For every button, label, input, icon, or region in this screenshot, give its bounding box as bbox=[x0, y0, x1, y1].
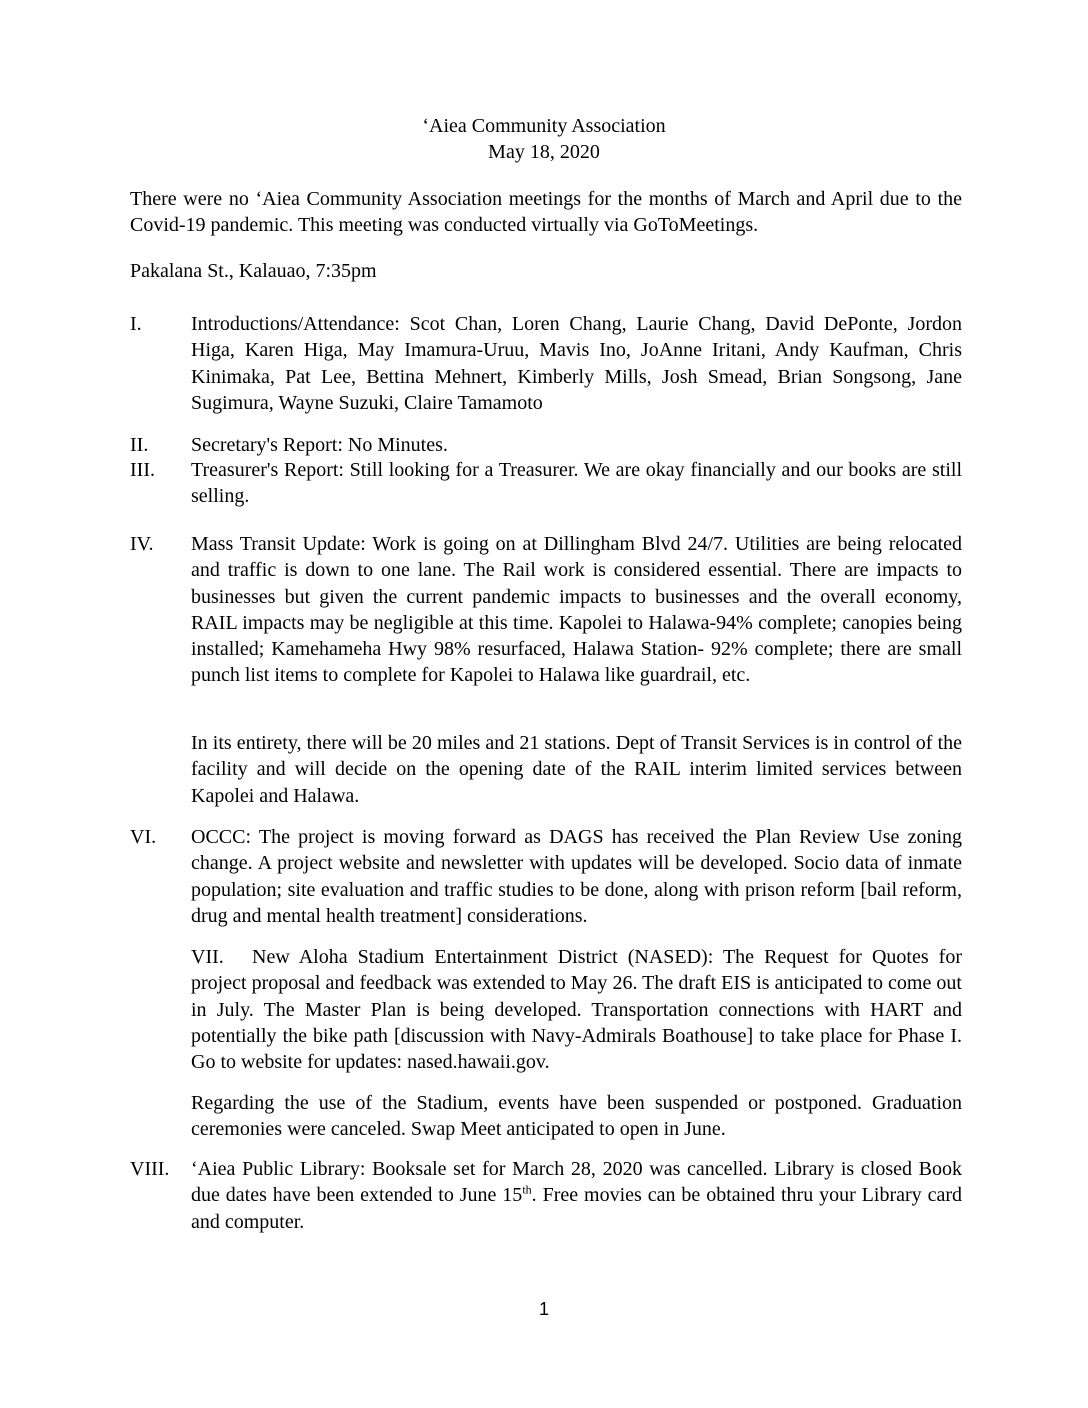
item-text: Secretary's Report: No Minutes. bbox=[191, 434, 448, 456]
page-number: 1 bbox=[538, 1299, 549, 1319]
item-number: III. bbox=[130, 459, 155, 481]
item-number: VI. bbox=[130, 826, 157, 848]
superscript-ordinal: th bbox=[522, 1182, 532, 1197]
item-text: Mass Transit Update: Work is going on at Dillingham Blvd 24/7. Utilities are being relocated and traffic is down to one lane. The Rail work is considered essential. There are impacts to businesses but given the current pandemic impacts to businesses and the overall economy, RAIL impacts may be negligible at this time. Kapolei to Halawa-94% complete; canopies being installed; Kamehameha Hwy 98% resurfaced, Halawa Station- 92% complete; there are small punch list items to complete for Kapolei to Halawa like guardrail, etc. bbox=[191, 533, 962, 687]
meeting-location: Pakalana St., Kalauao, 7:35pm bbox=[130, 260, 377, 282]
item-text: New Aloha Stadium Entertainment District (NASED): The Request for Quotes for project proposal and feedback was extended to May 26. The draft EIS is anticipated to come out in July. The Master Plan is being developed. Transportation connections with HART and potentially the bike path [discussion with Navy-Admirals Boathouse] to take place for Phase I. Go to website for updates: nased.hawaii.gov. bbox=[191, 946, 962, 1074]
item-text: Introductions/Attendance: Scot Chan, Loren Chang, Laurie Chang, David DePonte, Jordon Higa, Karen Higa, May Imamura-Uruu, Mavis Ino, JoAnne Iritani, Andy Kaufman, Chris Kinimaka, Pat Lee, Bettina Mehnert, Kimberly Mills, Josh Smead, Brian Songsong, Jane Sugimura, Wayne Suzuki, Claire Tamamoto bbox=[191, 313, 962, 414]
item-number: VIII. bbox=[130, 1158, 170, 1180]
item-number: II. bbox=[130, 434, 149, 456]
nased-continued: Regarding the use of the Stadium, events have been suspended or postponed. Graduation ceremonies were canceled. Swap Meet anticipated to open in June. bbox=[191, 1092, 962, 1141]
item-text: ‘Aiea Public Library: Booksale set for March 28, 2020 was cancelled. Library is closed Book due dates have been extended to June 15th. Free movies can be obtained thru your Library card and computer. bbox=[191, 1158, 962, 1233]
item-number: VII. bbox=[191, 946, 224, 968]
intro-paragraph: There were no ‘Aiea Community Association meetings for the months of March and April due to the Covid-19 pandemic. This meeting was conducted virtually via GoToMeetings. bbox=[130, 188, 962, 237]
item-text: OCCC: The project is moving forward as DAGS has received the Plan Review Use zoning change. A project website and newsletter with updates will be developed. Socio data of inmate population; site evaluation and traffic studies to be done, along with prison reform [bail reform, drug and mental health treatment] considerations. bbox=[191, 826, 962, 927]
agenda-item-nased bbox=[191, 944, 962, 1075]
organization-title: ‘Aiea Community Association bbox=[422, 115, 666, 137]
meeting-date: May 18, 2020 bbox=[488, 141, 600, 163]
item-text: Treasurer's Report: Still looking for a Treasurer. We are okay financially and our books are still selling. bbox=[191, 459, 962, 508]
item-number: I. bbox=[130, 313, 142, 335]
mass-transit-continued: In its entirety, there will be 20 miles and 21 stations. Dept of Transit Services is in control of the facility and will decide on the opening date of the RAIL interim limited services between Kapolei and Halawa. bbox=[191, 732, 962, 807]
item-number: IV. bbox=[130, 533, 154, 555]
